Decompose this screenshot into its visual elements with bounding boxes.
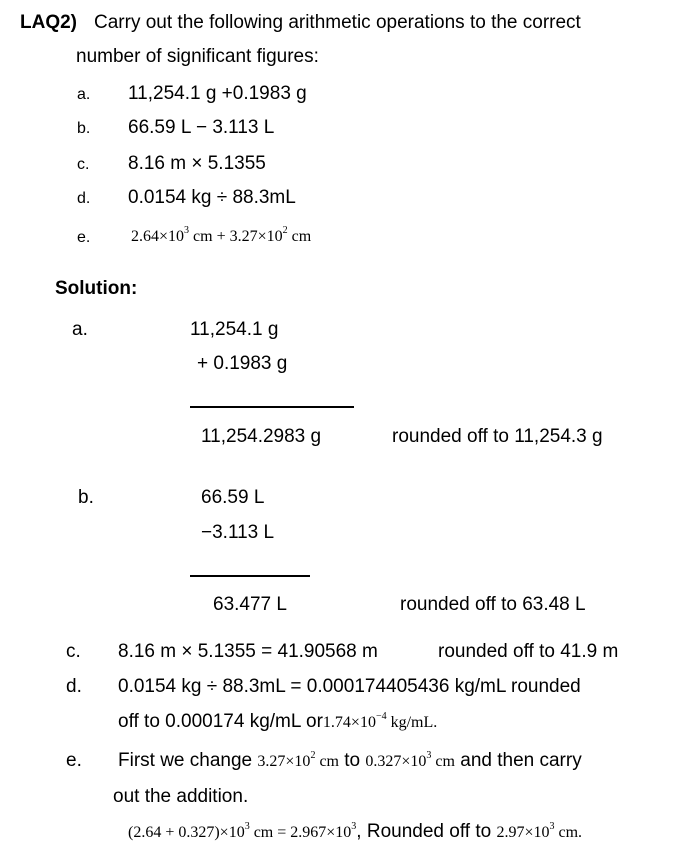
item-e-expression: $2.64\times 10^3$ cm + $3.27\times 10^2$ cm xyxy=(131,225,312,245)
item-c-letter: c. xyxy=(77,156,90,173)
solution-a-letter: a. xyxy=(72,319,88,340)
item-b-letter: b. xyxy=(77,120,91,137)
solution-b-bottom: −3.113 L xyxy=(201,522,275,543)
solution-e-line-1: First we change $3.27\times 10^2$ cm to $0.327\times 10^3$ cm and then carry xyxy=(118,750,582,771)
item-a-text: 11,254.1 g +0.1983 g xyxy=(128,83,307,104)
solution-e-line-2: out the addition. xyxy=(113,786,249,807)
solution-c-letter: c. xyxy=(66,641,81,662)
solution-b-letter: b. xyxy=(78,487,94,508)
solution-b-rule xyxy=(190,575,310,577)
item-b-text: 66.59 L − 3.113 L xyxy=(128,117,275,138)
solution-b-rounded: rounded off to 63.48 L xyxy=(400,594,586,615)
solution-a-rounded: rounded off to 11,254.3 g xyxy=(392,426,603,447)
question-line-1: Carry out the following arithmetic operations to the correct xyxy=(94,12,581,33)
solution-c-rounded: rounded off to 41.9 m xyxy=(438,641,619,662)
item-c-text: 8.16 m × 5.1355 xyxy=(128,153,266,174)
solution-e-letter: e. xyxy=(66,750,82,771)
solution-heading: Solution: xyxy=(55,278,138,299)
question-label: LAQ2) xyxy=(20,12,77,33)
solution-c-text: 8.16 m × 5.1355 = 41.90568 m xyxy=(118,641,378,662)
solution-e-line-3: $(2.64 + 0.327)\times 10^3$ cm = $2.967\times 10^3$, Rounded off to $2.97\times 10^3$ cm. xyxy=(128,821,583,842)
item-e-letter: e. xyxy=(77,229,91,246)
solution-a-result: 11,254.2983 g xyxy=(201,426,322,447)
solution-b-top: 66.59 L xyxy=(201,487,265,508)
solution-b-result: 63.477 L xyxy=(213,594,287,615)
solution-d-letter: d. xyxy=(66,676,82,697)
solution-a-rule xyxy=(190,406,354,408)
solution-a-top: 11,254.1 g xyxy=(190,319,279,340)
item-d-letter: d. xyxy=(77,190,91,207)
question-line-2: number of significant figures: xyxy=(76,46,319,67)
item-d-text: 0.0154 kg ÷ 88.3mL xyxy=(128,187,296,208)
solution-d-scientific: $1.74\times 10^{-4}$ kg/mL. xyxy=(322,711,438,731)
solution-d-line-2: off to 0.000174 kg/mL $or1.74\times 10^{-4}$ kg/mL. xyxy=(118,711,438,732)
item-a-letter: a. xyxy=(77,86,91,103)
solution-d-line-1: 0.0154 kg ÷ 88.3mL = 0.000174405436 kg/mL rounded xyxy=(118,676,581,697)
solution-a-bottom: + 0.1983 g xyxy=(197,353,288,374)
